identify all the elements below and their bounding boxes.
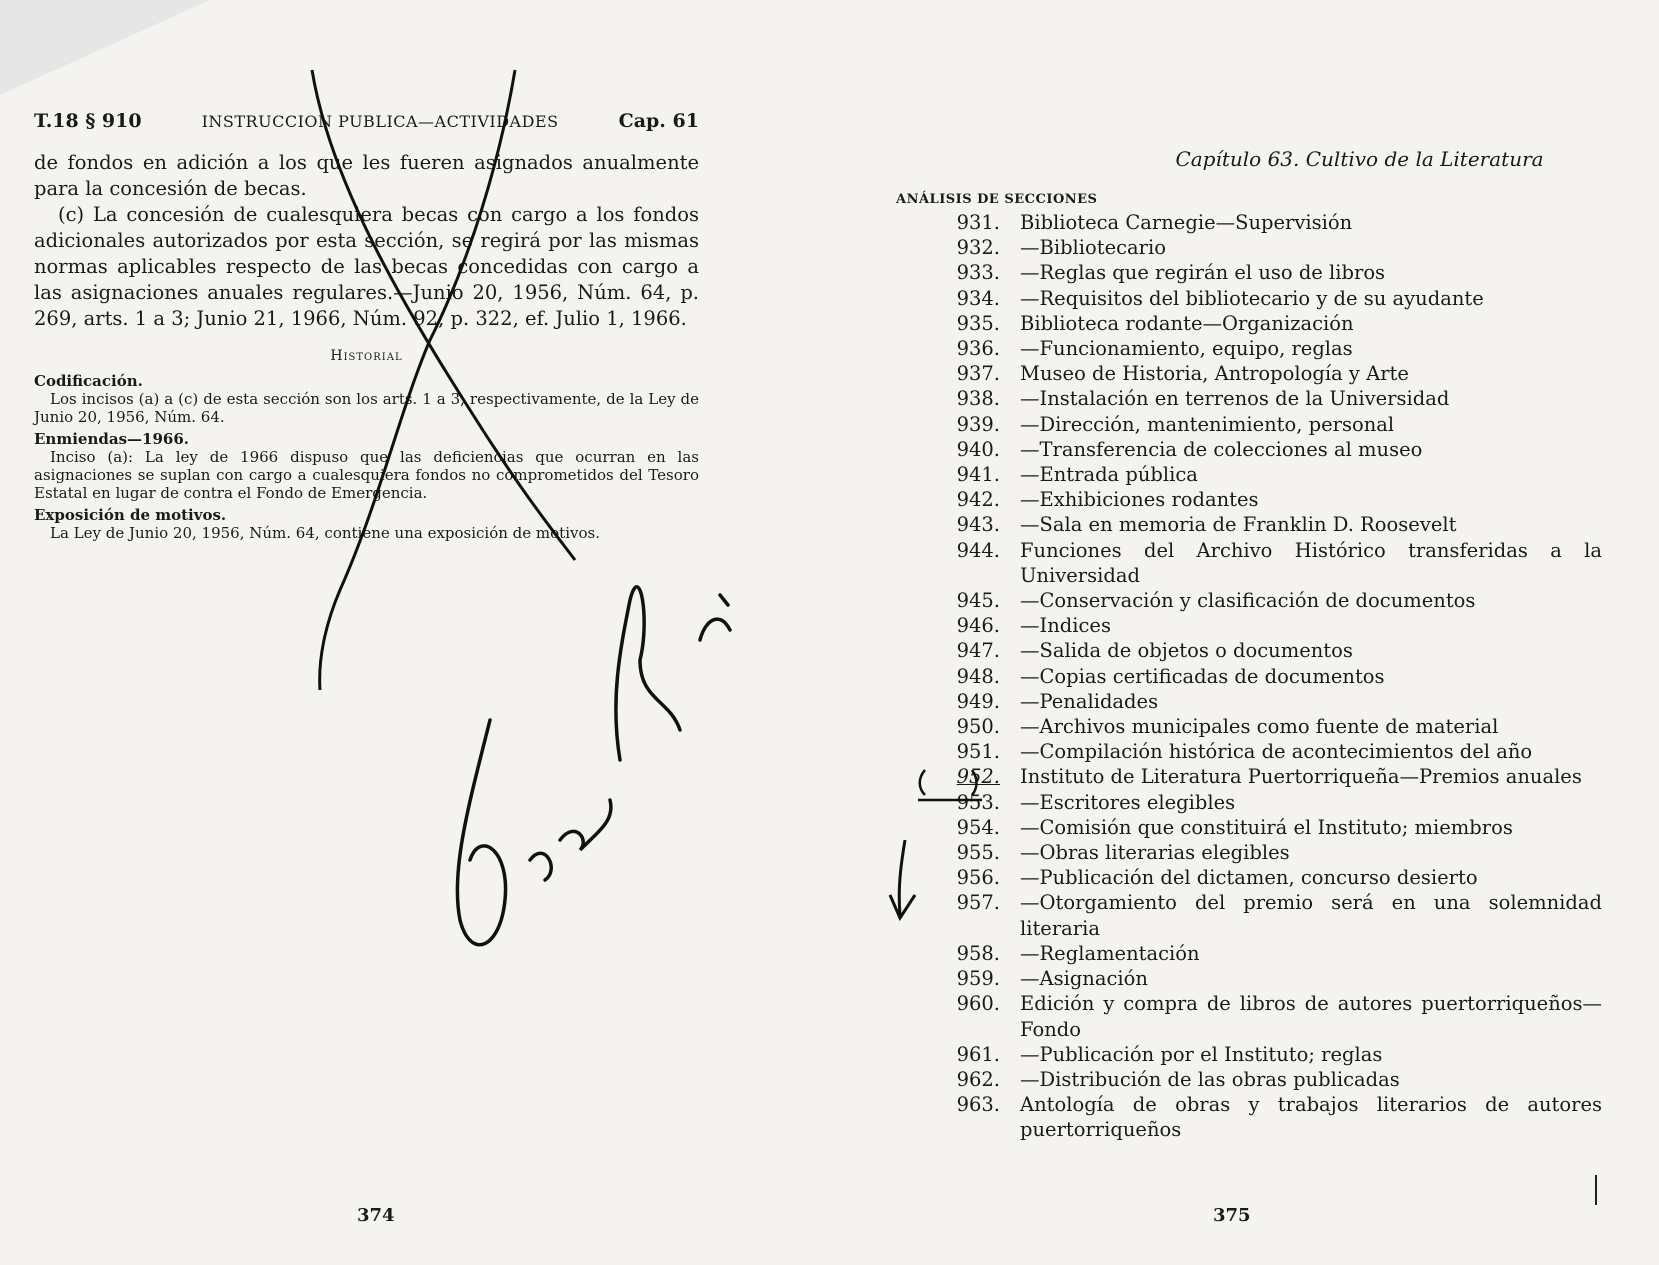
section-title: —Exhibiciones rodantes [1020, 488, 1259, 512]
section-title: —Requisitos del bibliotecario y de su ayudante [1020, 286, 1484, 310]
section-title: —Copias certificadas de documentos [1020, 664, 1385, 688]
section-number: 962. [956, 1067, 1000, 1091]
section-number: 960. [956, 992, 1000, 1016]
section-title: —Publicación por el Instituto; reglas [1020, 1042, 1383, 1066]
section-list [902, 210, 1602, 1143]
section-title: —Conservación y clasificación de documentos [1020, 589, 1476, 613]
section-row [902, 815, 1602, 840]
section-title: —Asignación [1020, 967, 1148, 991]
section-row [902, 538, 1602, 588]
section-row [902, 1067, 1602, 1092]
section-title: —Escritores elegibles [1020, 790, 1236, 814]
section-number: 938. [956, 387, 1000, 411]
section-number: 941. [956, 463, 1000, 487]
right-page [830, 0, 1659, 1265]
section-row [902, 1092, 1602, 1142]
section-row [902, 588, 1602, 613]
section-row [902, 840, 1602, 865]
section-title: —Transferencia de colecciones al museo [1020, 437, 1423, 461]
section-row [902, 386, 1602, 411]
section-number: 944. [956, 538, 1000, 562]
left-page-number: 374 [357, 1205, 395, 1226]
section-number: 946. [956, 614, 1000, 638]
note-heading: Codificación. [34, 372, 143, 390]
section-row [902, 790, 1602, 815]
note-heading: Enmiendas—1966. [34, 430, 189, 448]
section-number: 949. [956, 689, 1000, 713]
section-title: —Comisión que constituirá el Instituto; miembros [1020, 815, 1513, 839]
section-number: 947. [956, 639, 1000, 663]
section-title: —Penalidades [1020, 689, 1159, 713]
section-title: —Sala en memoria de Franklin D. Roosevelt [1020, 513, 1457, 537]
section-row [902, 689, 1602, 714]
section-row [902, 260, 1602, 285]
section-row [902, 613, 1602, 638]
section-number: 937. [956, 362, 1000, 386]
section-number: 933. [956, 261, 1000, 285]
section-ref: T.18 § 910 [34, 110, 142, 132]
left-body-text [34, 150, 699, 332]
section-number: 940. [956, 437, 1000, 461]
section-row [902, 966, 1602, 991]
section-title: —Archivos municipales como fuente de material [1020, 715, 1499, 739]
note-text: Los incisos (a) a (c) de esta sección son los arts. 1 a 3, respectivamente, de la Ley de Junio 20, 1956, Núm. 64. [34, 390, 699, 426]
section-number: 936. [956, 337, 1000, 361]
section-number: 955. [956, 841, 1000, 865]
section-row [902, 638, 1602, 663]
section-row [902, 412, 1602, 437]
section-number: 934. [956, 286, 1000, 310]
section-title: —Entrada pública [1020, 463, 1198, 487]
section-title: —Compilación histórica de acontecimientos del año [1020, 740, 1533, 764]
section-title: Biblioteca Carnegie—Supervisión [1020, 211, 1353, 234]
section-title: Funciones del Archivo Histórico transferidas a la Universidad [1020, 538, 1602, 587]
section-row [902, 664, 1602, 689]
section-title: Instituto de Literatura Puertorriqueña—Premios anuales [1020, 765, 1582, 789]
analysis-heading: ANÁLISIS DE SECCIONES [896, 192, 1098, 207]
section-number: 943. [956, 513, 1000, 537]
section-number: 948. [956, 664, 1000, 688]
paragraph-c: (c) La concesión de cualesquiera becas con cargo a los fondos adicionales autorizados por esta sección, se regirá por las mismas normas aplicables respecto de las becas concedidas con cargo a las asignaciones anuales regulares.—Junio 20, 1956, Núm. 64, p. 269, arts. 1 a 3; Junio 21, 1966, Núm. 92, p. 322, ef. Julio 1, 1966. [34, 203, 699, 330]
section-row [902, 462, 1602, 487]
section-row [902, 865, 1602, 890]
section-number: 931. [956, 211, 1000, 234]
section-row [902, 512, 1602, 537]
note-text: La Ley de Junio 20, 1956, Núm. 64, contiene una exposición de motivos. [50, 524, 600, 542]
section-number: 963. [956, 1093, 1000, 1117]
right-page-number: 375 [1213, 1205, 1251, 1226]
section-number: 953. [956, 790, 1000, 814]
note-text: Inciso (a): La ley de 1966 dispuso que las deficiencias que ocurran en las asignaciones se suplan con cargo a cualesquiera fondos no comprometidos del Tesoro Estatal en lugar de contra el Fondo de Emergencia. [34, 448, 699, 502]
section-number: 952. [956, 765, 1000, 789]
section-number: 932. [956, 236, 1000, 260]
section-row [902, 714, 1602, 739]
section-title: Edición y compra de libros de autores puertorriqueños—Fondo [1020, 992, 1602, 1041]
paragraph-continuation: de fondos en adición a los que les fueren asignados anualmente para la concesión de becas. [34, 151, 699, 200]
section-number: 939. [956, 412, 1000, 436]
section-row [902, 235, 1602, 260]
chapter-title: Capítulo 63. Cultivo de la Literatura [1175, 147, 1544, 171]
section-title: —Publicación del dictamen, concurso desierto [1020, 866, 1478, 890]
section-title: Biblioteca rodante—Organización [1020, 311, 1354, 335]
section-title: —Salida de objetos o documentos [1020, 639, 1353, 663]
section-title: —Reglamentación [1020, 941, 1200, 965]
section-number: 954. [956, 815, 1000, 839]
section-title: —Dirección, mantenimiento, personal [1020, 412, 1395, 436]
section-row [902, 739, 1602, 764]
section-title: Museo de Historia, Antropología y Arte [1020, 362, 1409, 386]
section-row [902, 361, 1602, 386]
section-number: 950. [956, 715, 1000, 739]
header-title: INSTRUCCION PUBLICA—ACTIVIDADES [201, 112, 559, 131]
section-row [902, 764, 1602, 789]
chapter-ref: Cap. 61 [618, 110, 699, 132]
note-heading: Exposición de motivos. [34, 506, 227, 524]
section-title: Antología de obras y trabajos literarios de autores puertorriqueños [1020, 1093, 1602, 1142]
section-row [902, 437, 1602, 462]
section-row [902, 311, 1602, 336]
historial-title: Historial [330, 348, 403, 364]
section-number: 942. [956, 488, 1000, 512]
section-row [902, 991, 1602, 1041]
section-row [902, 487, 1602, 512]
section-title: —Otorgamiento del premio será en una solemnidad literaria [1020, 891, 1602, 940]
left-running-head [34, 110, 699, 132]
section-row [902, 210, 1602, 235]
section-number: 935. [956, 311, 1000, 335]
section-number: 959. [956, 967, 1000, 991]
section-title: —Bibliotecario [1020, 236, 1166, 260]
section-title: —Reglas que regirán el uso de libros [1020, 261, 1386, 285]
historial-notes [34, 368, 699, 542]
section-number: 945. [956, 589, 1000, 613]
section-title: —Distribución de las obras publicadas [1020, 1067, 1400, 1091]
section-row [902, 286, 1602, 311]
section-title: —Funcionamiento, equipo, reglas [1020, 337, 1353, 361]
section-row [902, 1042, 1602, 1067]
section-number: 958. [956, 941, 1000, 965]
section-number: 961. [956, 1042, 1000, 1066]
section-row [902, 941, 1602, 966]
section-row [902, 890, 1602, 940]
section-title: —Obras literarias elegibles [1020, 841, 1290, 865]
section-number: 957. [956, 891, 1000, 915]
section-number: 956. [956, 866, 1000, 890]
section-number: 951. [956, 740, 1000, 764]
torn-corner [0, 0, 210, 95]
section-row [902, 336, 1602, 361]
section-title: —Indices [1020, 614, 1111, 638]
section-title: —Instalación en terrenos de la Universidad [1020, 387, 1450, 411]
